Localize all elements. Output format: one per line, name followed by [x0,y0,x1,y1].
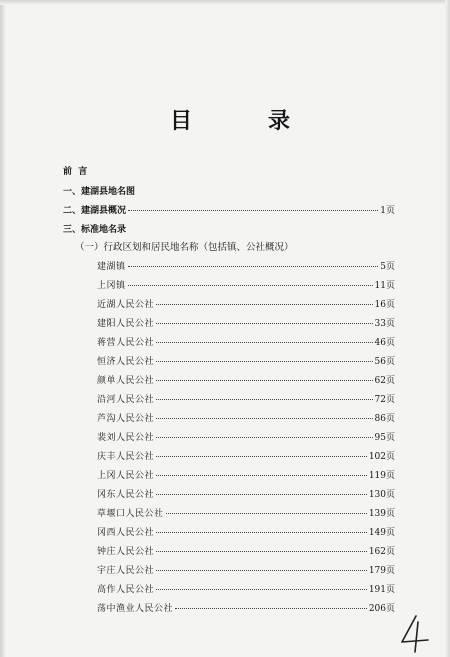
entry-page: 46页 [374,338,395,348]
entry-page: 149页 [368,528,395,538]
entry-page: 72页 [374,395,395,405]
entry-label: 冈西人民公社 [97,528,155,538]
entry-page: 16页 [374,300,395,310]
entry-label: 颜单人民公社 [97,376,155,386]
toc-entry [97,601,395,617]
toc-entry [97,354,395,370]
leader-dots [156,570,367,571]
toc-entry [97,582,395,598]
entry-label: 宇庄人民公社 [97,566,155,576]
entry-label: 上冈人民公社 [97,471,155,481]
entry-page: 95页 [374,433,395,443]
title-char-2: 录 [267,108,290,134]
toc-entry [97,373,395,389]
toc-entry [97,297,395,313]
entry-page: 191页 [368,585,395,595]
toc-entry [97,278,395,294]
title-char-1: 目 [170,108,193,134]
scan-edge-left [0,0,6,657]
toc-preface [63,164,383,180]
entry-page: 102页 [368,452,395,462]
entry-label: 荡中渔业人民公社 [97,604,174,614]
entry-label: 钟庄人民公社 [97,547,155,557]
toc-subsection [75,240,395,256]
entry-page: 130页 [368,490,395,500]
toc-entry [97,449,395,465]
scan-edge-top [0,0,450,5]
section-2-label: 二、建湖县概况 [63,206,127,216]
scan-edge-right [445,0,450,657]
toc-entry [97,316,395,332]
leader-dots [128,285,373,286]
toc-entry [97,430,395,446]
toc-entry [97,563,395,579]
toc-section-2 [63,203,395,219]
entry-page: 162页 [368,547,395,557]
entry-label: 蒋营人民公社 [97,338,155,348]
entry-label: 庆丰人民公社 [97,452,155,462]
entry-page: 179页 [368,566,395,576]
leader-dots [156,494,367,495]
entry-label: 建阳人民公社 [97,319,155,329]
entry-page: 86页 [374,414,395,424]
entry-page: 56页 [374,357,395,367]
entry-page: 62页 [374,376,395,386]
leader-dots [156,418,373,419]
entry-label: 草堰口人民公社 [97,509,164,519]
toc-entry [97,411,395,427]
leader-dots [156,304,373,305]
toc-entry [97,487,395,503]
toc-entry [97,468,395,484]
toc-entry [97,525,395,541]
section-3-label: 三、标准地名录 [63,225,127,235]
section-2-page: 1页 [380,206,395,216]
entry-label: 近湖人民公社 [97,300,155,310]
leader-dots [156,551,367,552]
entry-page: 119页 [368,471,395,481]
entry-label: 冈东人民公社 [97,490,155,500]
leader-dots [156,380,373,381]
leader-dots [128,266,379,267]
entry-page: 33页 [374,319,395,329]
entry-label: 恒济人民公社 [97,357,155,367]
toc-entry [97,392,395,408]
leader-dots [156,437,373,438]
leader-dots [156,475,367,476]
entry-page: 5页 [380,262,395,272]
section-1-label: 一、建湖县地名图 [63,187,136,197]
entry-page: 11页 [374,281,395,291]
toc-entry [97,259,395,275]
toc-section-3 [63,222,383,238]
leader-dots [166,513,367,514]
leader-dots [156,589,367,590]
preface-label: 前 言 [63,167,88,177]
toc-entry [97,506,395,522]
entry-label: 高作人民公社 [97,585,155,595]
leader-dots [128,210,378,211]
leader-dots [175,608,367,609]
entry-label: 上冈镇 [97,281,126,291]
entry-page: 139页 [368,509,395,519]
leader-dots [156,456,367,457]
entry-label: 芦沟人民公社 [97,414,155,424]
toc-entry [97,335,395,351]
subsection-label: （一）行政区划和居民地名称（包括镇、公社概况） [75,242,294,253]
page-title [170,104,290,135]
leader-dots [156,532,367,533]
leader-dots [156,361,373,362]
leader-dots [156,399,373,400]
toc-entry [97,544,395,560]
entry-label: 裴刘人民公社 [97,433,155,443]
leader-dots [156,323,373,324]
entry-page: 206页 [368,604,395,614]
entry-label: 建湖镇 [97,262,126,272]
handwritten-page-mark [398,614,432,654]
leader-dots [156,342,373,343]
entry-label: 沿河人民公社 [97,395,155,405]
toc-section-1 [63,184,383,200]
